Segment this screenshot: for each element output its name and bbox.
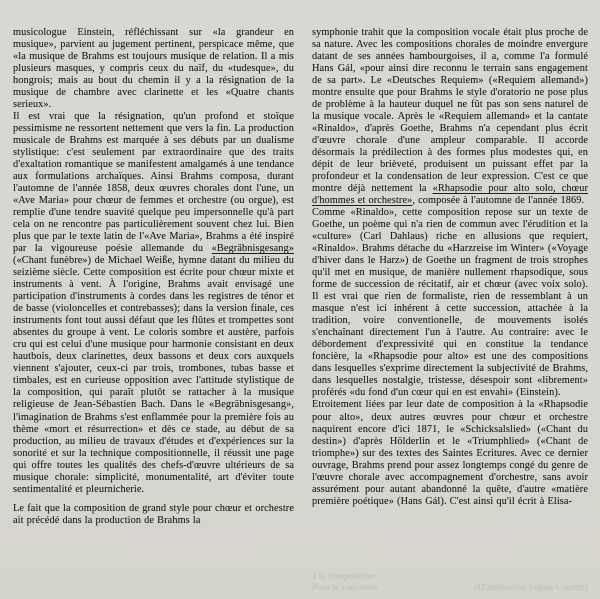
paragraph [13,27,294,111]
paragraph-text: Etroitement liées par leur date de composition à la «Rhapsodie pour alto», deux autres œuvres pour chœur et orchestre naquirent encore d'ici 1871, le «Schicksalslied» («Chant du destin») d'après Hölderlin et le «Triumphlied» («Chant de triomphe») sur des textes des Saintes Ecritures. Avec ce dernier ouvrage, Brahms prend pour assez longtemps congé du genre de l'œuvre chorale avec accompagnement d'orchestre, sans avoir assurément pour autant abandonné la quête, d'autre «matière première poétique» (Hans Gál). C'est ainsi qu'il écrit à Elisa- [312,399,588,507]
paragraph [13,111,294,496]
right-column [312,27,588,508]
paragraph-text: Le fait que la composition de grand style pour chœur et orchestre ait précédé dans la production de Brahms la [13,502,294,526]
ghost-text-right: (D'attribution Jaques Courtin) [474,583,588,593]
paragraph-text: symphonie trahit que la composition vocale était plus proche de sa nature. Avec les compositions chorales de moindre envergure datant de ses années hambourgoises, il a, comme l'a formulé Hans Gál, «pour ainsi dire reconnu le terrain sans engagement de sa part». Le «Deutsches Requiem» («Requiem allemand») montre ensuite que pour Brahms le style d'oratorio ne pose plus de problème à la hauteur duquel ne fût pas son sens naturel de la musique vocale. Après le «Requiem allemand» et la cantate «Rinaldo», d'après Goethe, Brahms n'a cependant plus écrit d'œuvre chorale d'une ampleur comparable. Il accorde désormais la prédilection à des formes plus modestes qui, en dépit de leur brièveté, produisent un puissant effet par la profondeur et la condensation de leur expression. C'est ce que montre déjà nettement la [312,27,588,195]
paragraph-text: Il est vrai que la résignation, qu'un profond et stoïque pessimisme ne ressortent nettement que vers la fin. La production musicale de Brahms est marquée à ses débuts par un dualisme stylistique: c'est seulement par extraordinaire que des traits d'exaltation romantique se manifestent amalgamés à une tendance aux formulations archaïques. Ainsi Brahms composa, durant l'automne de l'année 1858, deux œuvres chorales dont l'une, un «Ave Maria» pour chœur de femmes et orchestre (ou orgue), est remplie d'une tendre suavité quelque peu impersonnelle qu'à part cela on ne rencontre pas particulièrement souvent chez lui. Bien plus que par le texte latin de l'«Ave Maria», Brahms a été inspiré par la vigoureuse poésie allemande du [13,111,294,255]
ghost-text-line: à la composition [312,572,375,582]
paragraph [312,207,588,399]
underlined-work-title: «Rhapsodie pour alto solo, chœur d'hommes et orchestre» [312,183,588,207]
paragraph [312,399,588,507]
paragraph-text: musicologue Einstein, réfléchissant sur «la grandeur en musique», parvient au jugement pertinent, perspicace même, que «la musique de Brahms est toujours musique de relation. Il a mis plusieurs masques, y compris ceux du naïf, du «tudesque», du hongrois; mais au bout du chemin il y a la résignation de la musique de chambre avec clarinette et les «Quatre chants serieux». [13,27,294,111]
ghost-text-line [312,583,588,594]
underlined-work-title: «Begräbnisgesang» [211,243,294,255]
paragraph [312,27,588,207]
paragraph-text: , composée à l'automne de l'année 1869. [412,195,585,207]
paragraph [13,503,294,527]
paragraph-text: («Chant funèbre») de Michael Weiße, hymne datant du milieu du seizième siècle. Cette composition est écrite pour chœur mixte et instruments à vent. À l'origine, Brahms avait envisagé une participation d'instruments à cordes dans les registres de ténor et de basse (violoncelles et contrebasses); dans la version finale, ces instruments font tout aussi défaut que les flûtes et trompettes sont absentes du groupe à vent. Le coloris sombre et austère, parfois cru qui est celui d'une musique pour harmonie consistant en deux hautbois, deux clarinettes, deux bassons et deux cors auxquels viennent s'ajouter, ceux-ci par trois, trombones, tubas basse et timbales, est en curieuse opposition avec l'attitude stylistique de la composition, qui paraît plutôt se rattacher à la musique religieuse de Jean-Sébastien Bach. Dans le «Begräbnisgesang», l'imagination de Brahms s'est enflammée pour la première fois au thème «mort et résurrection» et dès ce stade, au début de sa production, au milieu de travaux d'études et d'expériences sur la sonorité et sur la technique compositionnelle, il réussit une page qui offre toutes les qualités des chefs-d'œuvre ultérieurs de sa musique chorale: simplicité, monumentalité, art d'éviter toute sentimentalité et pleurnicherie. [13,255,294,495]
paragraph-text: Comme «Rinaldo», cette composition repose sur un texte de Goethe, un poème qui n'a rien de commun avec l'érudition et la «culture» (Carl Dahlaus) riche en allusions que requiert, «Rinaldo». Brahms détache du «Harzreise im Winter» («Voyage d'hiver dans le Harz») de Goethe un fragment de trois strophes qu'il met en musique, de manière nullement rhapsodique, sous forme de succession de récitatif, air et chœur (avec voix solo). Il est vrai que rien de formaliste, rien de ressemblant à un masque n'est ici inhérent à cette succession, attachée à la tradition, voire conventionelle, de mouvements isolés s'enchaînant directement l'un à l'autre. Au contraire: avec le débordement d'expressivité qui en constitue la tendance foncière, la «Rhapsodie pour alto» est une des compositions dans lesquelles s'exprime directement la subjectivité de Brahms, dans lesquelles nostalgie, tristesse, désespoir sont «librement» proférés «du fond d'un cœur qui en est envahi» (Einstein). [312,207,588,399]
left-column [13,27,294,527]
page-bleedthrough-ghost-text [312,572,588,594]
ghost-text-left: Pour le concertos [312,583,378,593]
